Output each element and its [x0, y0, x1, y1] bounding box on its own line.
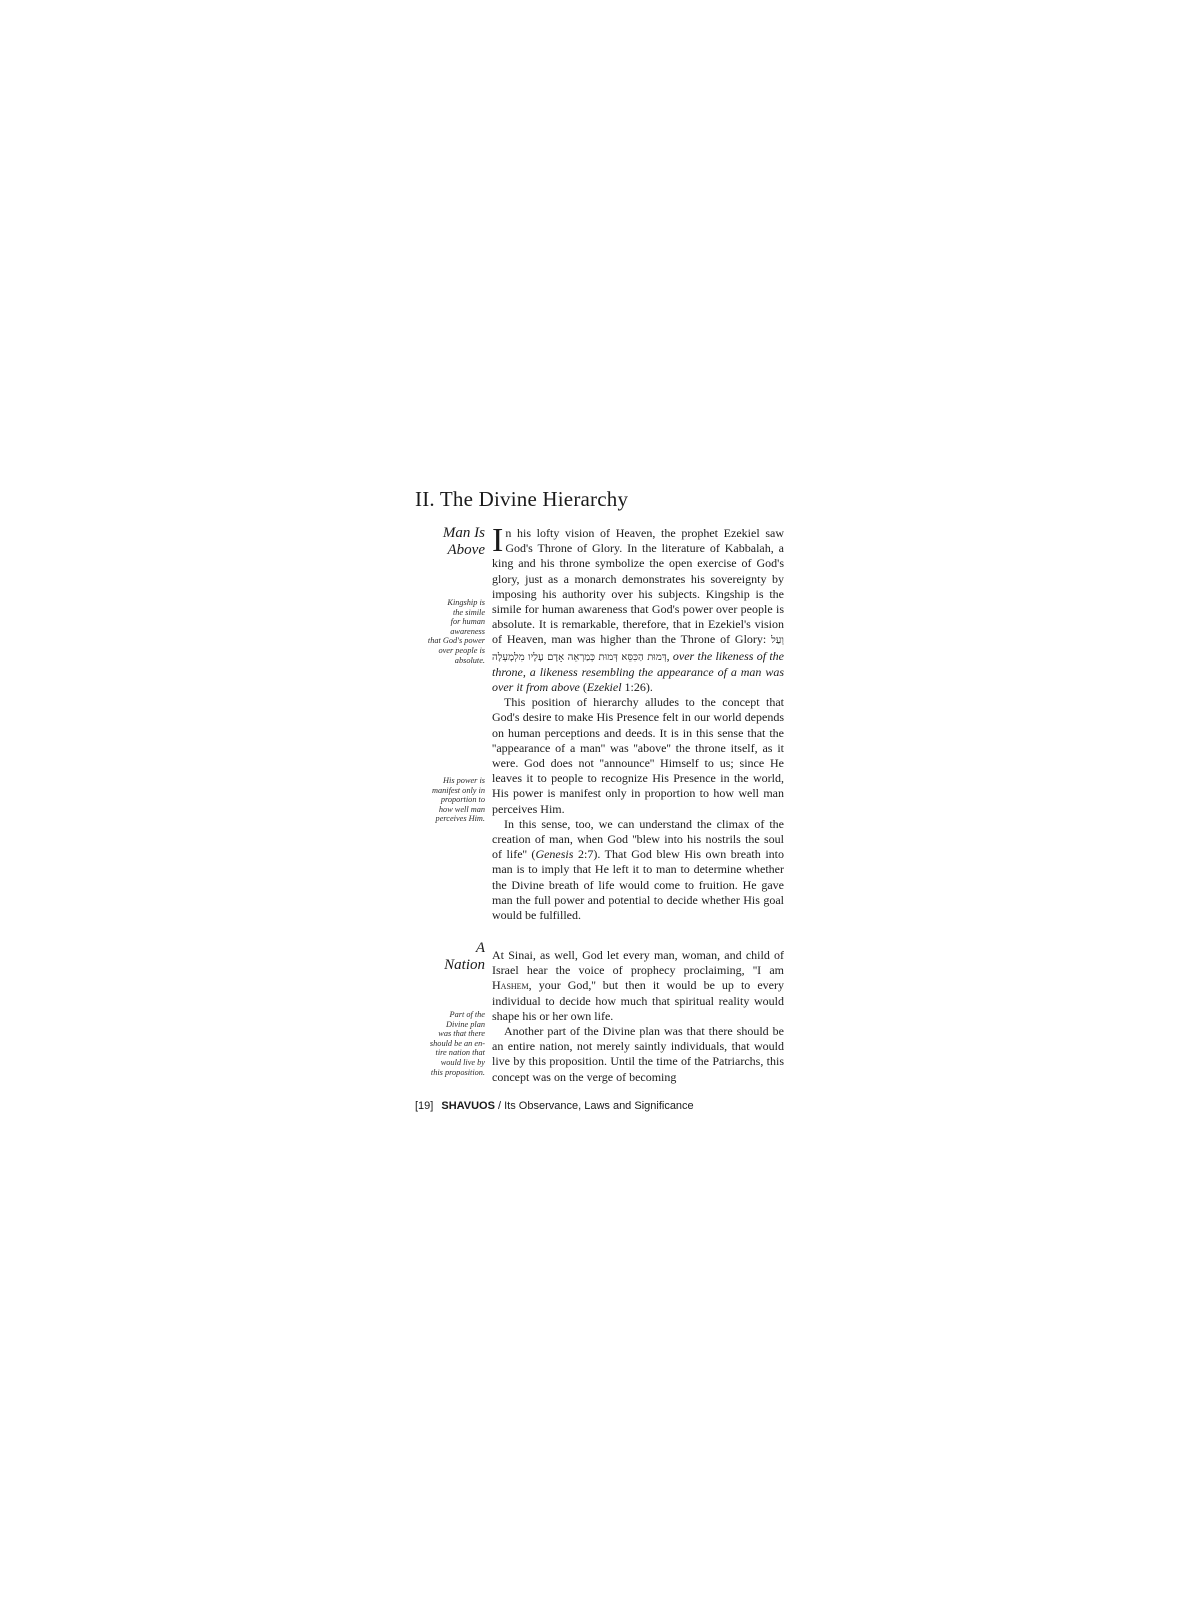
paragraph: This position of hierarchy alludes to the concept that God's desire to make His Presence felt in our world depends on human perceptions and deeds. It is in this sense that the ''appearance of a man'' was ''above'' the throne itself, as it were. God does not ''announce'' Himself to us; since He leaves it to people to recognize His Presence in the world, His power is manifest only in proportion to how well man perceives Him. — [492, 695, 784, 816]
paragraph: Another part of the Divine plan was that there should be an entire nation, not merely saintly individuals, that would live by this proposition. Until the time of the Patriarchs, this concept was on the verge of becoming — [492, 1024, 784, 1084]
book-title: SHAVUOS — [441, 1100, 495, 1112]
side-heading-a-nation: A Nation — [444, 940, 485, 973]
page-number: [19] — [415, 1100, 434, 1112]
page-title: II. The Divine Hierarchy — [415, 487, 629, 511]
margin-note-kingship: Kingship is the simile for human awareness that God's power over people is absolute. — [427, 598, 485, 665]
section-1-body — [492, 522, 785, 923]
drop-cap: I — [492, 522, 504, 559]
page-footer — [415, 1100, 694, 1112]
margin-note-divine-plan: Part of the Divine plan was that there should be an en- tire nation that would live by this proposition. — [429, 1010, 485, 1077]
paragraph: In his lofty vision of Heaven, the prophet Ezekiel saw God's Throne of Glory. In the literature of Kabbalah, a king and his throne symbolize the open exercise of God's glory, just as a monarch demonstrates his sovereignty by imposing his authority over his subjects. Kingship is the simile for human awareness that God's power over people is absolute. It is remarkable, therefore, that in Ezekiel's vision of Heaven, man was higher than the Throne of Glory: וְעַל דְּמוּת הַכִּסֵּא דְּמוּת כְּמַרְאֵה אָדָם עָלָיו מִלְמָעְלָה, over the likeness of the throne, a likeness resembling the appearance of a man was over it from above (Ezekiel 1:26). — [492, 522, 785, 695]
margin-note-his-power: His power is manifest only in proportion to how well man perceives Him. — [431, 776, 485, 824]
side-heading-man-is-above: Man Is Above — [442, 525, 485, 558]
section-2-body — [492, 948, 784, 1085]
quote-translation: over the likeness of the throne, a likeness resembling the appearance of a man was over it from above — [492, 648, 785, 695]
hebrew-quote: וְעַל דְּמוּת הַכִּסֵּא דְּמוּת כְּמַרְאֵה אָדָם עָלָיו מִלְמָעְלָה — [492, 635, 784, 663]
citation-book: Ezekiel — [586, 680, 622, 695]
citation-book: Genesis — [535, 847, 574, 862]
paragraph: At Sinai, as well, God let every man, woman, and child of Israel hear the voice of prophecy proclaiming, ''I am Hashem, your God,'' but then it would be up to every individual to decide how much that spiritual reality would shape his or her own life. — [492, 948, 784, 1023]
book-subtitle: / Its Observance, Laws and Significance — [494, 1100, 694, 1112]
paragraph: In this sense, too, we can understand the climax of the creation of man, when God ''blew into his nostrils the soul of life'' (Genesis 2:7). That God blew His own breath into man is to imply that He left it to man to determine whether the Divine breath of life would come to fruition. He gave man the full power and potential to decide whether His goal would be fulfilled. — [492, 816, 784, 923]
divine-name: Hashem — [492, 978, 529, 993]
